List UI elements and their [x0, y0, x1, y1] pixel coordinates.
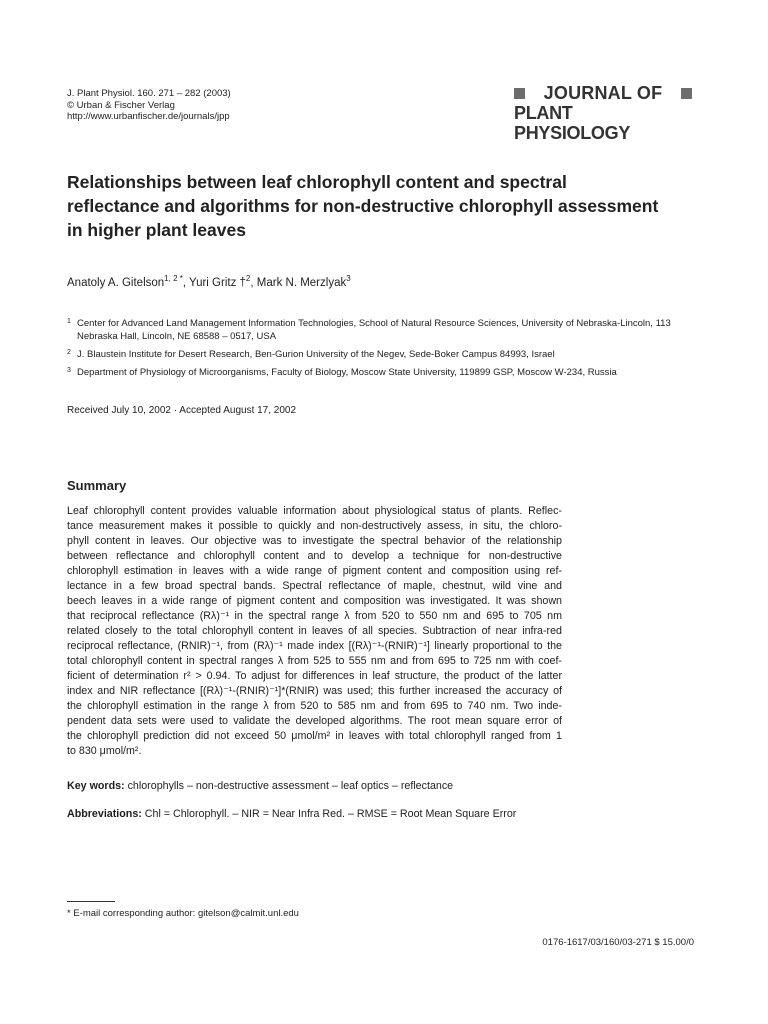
article-title — [67, 170, 707, 242]
summary-line: Leaf chlorophyll content provides valuable information about physiological status of plants. Reflec- — [67, 505, 562, 517]
received-dates: Received July 10, 2002 · Accepted August 17, 2002 — [67, 405, 297, 416]
author-affiliation-marker: 3 — [346, 274, 351, 283]
author-list — [67, 274, 351, 289]
affiliation-text: Department of Physiology of Microorganisms, Faculty of Biology, Moscow State University, 119899 GSP, Moscow W-234, Russia — [77, 367, 617, 378]
affiliation-text: Nebraska Hall, Lincoln, NE 68588 – 0517, USA — [77, 331, 277, 342]
title-line: in higher plant leaves — [67, 220, 246, 240]
affiliations — [67, 317, 707, 384]
summary-line: lectance in a few broad spectral bands. Spectral reflectance of maple, chestnut, wild vine and — [67, 580, 562, 592]
keywords-text: chlorophylls – non-destructive assessment – leaf optics – reflectance — [124, 780, 454, 792]
author-affiliation-marker: 1, 2 * — [164, 274, 183, 283]
summary-line: phyll content in leaves. Our objective was to investigate the spectral behavior of the relationship — [67, 535, 562, 547]
summary-line: total chlorophyll content in spectral ranges λ from 525 to 555 nm and from 695 to 725 nm with coef- — [67, 655, 562, 667]
square-icon — [514, 88, 525, 99]
author-name: , Mark N. Merzlyak — [250, 276, 347, 289]
summary-body — [67, 504, 562, 759]
citation-publisher: © Urban & Fischer Verlag — [67, 99, 175, 111]
summary-line: ficient of determination r² > 0.94. To adjust for differences in leaf structure, the product of the latter — [67, 670, 562, 682]
summary-line: pendent data sets were used to validate the developed algorithms. The root mean square error of — [67, 715, 562, 727]
title-line: Relationships between leaf chlorophyll content and spectral — [67, 172, 567, 192]
abbreviations-text: Chl = Chlorophyll. – NIR = Near Infra Red. – RMSE = Root Mean Square Error — [141, 808, 517, 820]
summary-line: reciprocal reflectance, (RNIR)⁻¹, from (Rλ)⁻¹ made index [(Rλ)⁻¹-(RNIR)⁻¹] linearly proportional to the — [67, 640, 562, 652]
keywords-label: Key words: — [67, 780, 125, 792]
affiliation-number: 2 — [67, 349, 71, 356]
summary-line: chlorophyll estimation in leaves with a wide range of pigment content and composition using ref- — [67, 565, 562, 577]
summary-line: tance measurement makes it possible to quickly and non-destructively assess, in situ, the chloro- — [67, 520, 562, 532]
journal-name-line2: PLANT PHYSIOLOGY — [514, 103, 631, 143]
footnote-divider — [67, 901, 115, 902]
citation-volume: J. Plant Physiol. 160. 271 – 282 (2003) — [67, 88, 231, 99]
abbreviations-label: Abbreviations: — [67, 808, 142, 820]
author-affiliation-marker: 2 — [245, 274, 251, 283]
affiliation-item — [67, 348, 707, 361]
journal-citation — [67, 88, 231, 123]
abbreviations — [67, 808, 516, 820]
summary-line: between reflectance and chlorophyll content and to develop a technique for non-destructive — [67, 550, 562, 562]
author-name: , Yuri Gritz † — [182, 276, 246, 289]
affiliation-text: J. Blaustein Institute for Desert Research, Ben-Gurion University of the Negev, Sede-Boker Campus 84993, Israel — [77, 349, 555, 360]
summary-line: index and NIR reflectance [(Rλ)⁻¹-(RNIR)⁻¹]*(RNIR) was used; this further increased the accuracy of — [67, 685, 562, 697]
summary-line: beech leaves in a wide range of pigment content and composition was investigated. It was shown — [67, 595, 562, 607]
square-icon — [681, 88, 692, 99]
journal-logo — [514, 84, 692, 143]
summary-line: that reciprocal reflectance (Rλ)⁻¹ in the spectral range λ from 520 to 550 nm and 695 to 705 nm — [67, 610, 562, 622]
citation-url[interactable]: http://www.urbanfischer.de/journals/jpp — [67, 111, 230, 122]
affiliation-number: 1 — [67, 318, 71, 325]
summary-line: related closely to the total chlorophyll content in leaves of all species. Subtraction of near infra-red — [67, 625, 562, 637]
issn-code: 0176-1617/03/160/03-271 $ 15.00/0 — [542, 937, 694, 948]
title-line: reflectance and algorithms for non-destructive chlorophyll assessment — [67, 196, 659, 216]
keywords — [67, 780, 453, 792]
affiliation-text: Center for Advanced Land Management Information Technologies, School of Natural Resource Sciences, University of Nebraska-Lincoln, 113 — [77, 318, 671, 329]
summary-line: to 830 μmol/m². — [67, 745, 142, 757]
corresponding-author-footnote: * E-mail corresponding author: gitelson@calmit.unl.edu — [67, 908, 299, 919]
affiliation-item — [67, 366, 707, 379]
journal-name-line1: JOURNAL OF — [543, 83, 663, 103]
summary-line: the chlorophyll estimation in the range λ from 520 to 585 nm and from 695 to 740 nm. Two inde- — [67, 700, 562, 712]
affiliation-item — [67, 317, 707, 343]
summary-line: the chlorophyll prediction did not exceed 50 μmol/m² in leaves with total chlorophyll ranged from 1 — [67, 730, 562, 742]
summary-heading: Summary — [67, 478, 127, 493]
author-name: Anatoly A. Gitelson — [67, 276, 165, 289]
affiliation-number: 3 — [67, 367, 71, 374]
